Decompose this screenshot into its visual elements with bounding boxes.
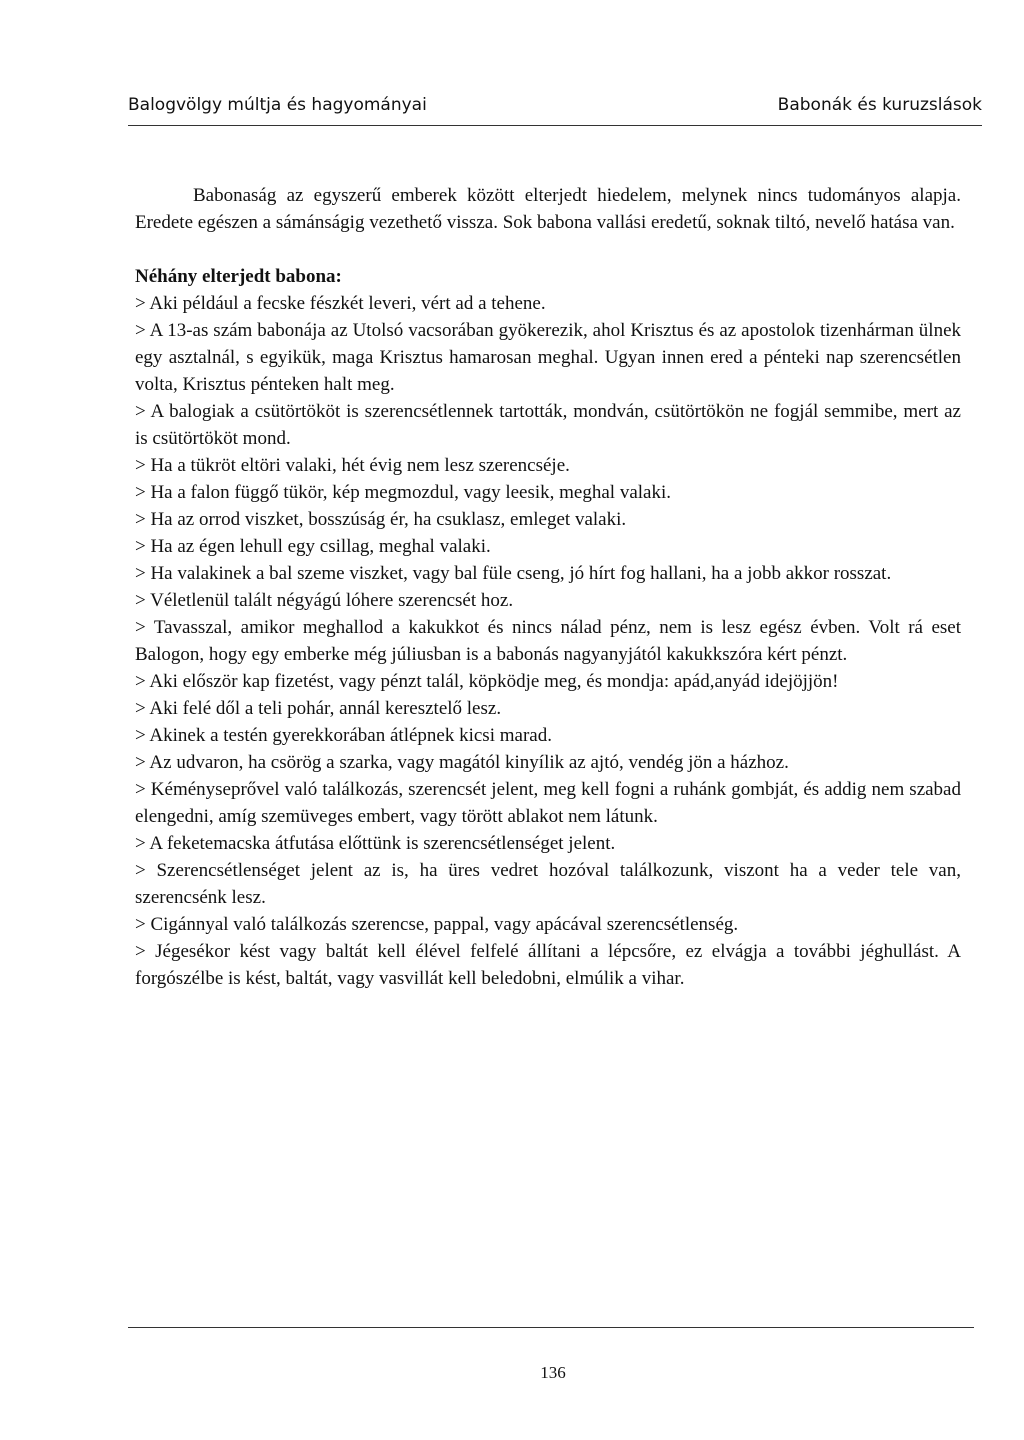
book-title: Balogvölgy múltja és hagyományai	[128, 95, 427, 115]
superstition-item: > Ha az orrod viszket, bosszúság ér, ha csuklasz, emleget valaki.	[135, 509, 627, 530]
superstition-item: > Jégesékor kést vagy baltát kell élével felfelé állítani a lépcsőre, ez elvágja a további jéghullást. A forgószélbe is kést, baltát, vagy vasvillát kell beledobni, elmúlik a vihar.	[135, 941, 961, 989]
superstition-item: > Véletlenül talált négyágú lóhere szerencsét hoz.	[135, 590, 514, 611]
superstition-item: > Aki először kap fizetést, vagy pénzt talál, köpködje meg, és mondja: apád,anyád idejöjjön!	[135, 671, 839, 692]
superstition-item: > Aki felé dől a teli pohár, annál keresztelő lesz.	[135, 698, 502, 719]
page-body	[135, 182, 961, 992]
chapter-title: Babonák és kuruzslások	[777, 95, 982, 115]
superstition-item: > Szerencsétlenséget jelent az is, ha üres vedret hozóval találkozunk, viszont ha a veder tele van, szerencsénk lesz.	[135, 860, 961, 908]
superstition-item: > Ha az égen lehull egy csillag, meghal valaki.	[135, 536, 491, 557]
running-header	[128, 94, 982, 124]
superstition-item: > Akinek a testén gyerekkorában átlépnek kicsi marad.	[135, 725, 552, 746]
superstition-item: > Kéményseprővel való találkozás, szerencsét jelent, meg kell fogni a ruhánk gombját, és addig nem szabad elengedni, amíg szemüveges embert, vagy törött ablakot nem látunk.	[135, 779, 961, 827]
section-heading: Néhány elterjedt babona:	[135, 266, 342, 287]
superstition-item: > Ha a falon függő tükör, kép megmozdul, vagy leesik, meghal valaki.	[135, 482, 671, 503]
header-rule	[128, 125, 982, 126]
intro-paragraph: Babonaság az egyszerű emberek között elterjedt hiedelem, melynek nincs tudományos alapja. Eredete egészen a sámánságig vezethető vissza. Sok babona vallási eredetű, soknak tiltó, nevelő hatása van.	[135, 185, 961, 233]
superstition-item: > Ha valakinek a bal szeme viszket, vagy bal füle cseng, jó hírt fog hallani, ha a jobb akkor rosszat.	[135, 563, 892, 584]
superstition-item: > Az udvaron, ha csörög a szarka, vagy magától kinyílik az ajtó, vendég jön a házhoz.	[135, 752, 789, 773]
superstition-item: > A 13-as szám babonája az Utolsó vacsorában gyökerezik, ahol Krisztus és az apostolok tizenhárman ülnek egy asztalnál, s egyikük, maga Krisztus hamarosan meghal. Ugyan innen ered a pénteki nap szerencsétlen volta, Krisztus pénteken halt meg.	[135, 320, 961, 395]
footer-rule	[128, 1327, 974, 1328]
superstition-item: > Ha a tükröt eltöri valaki, hét évig nem lesz szerencséje.	[135, 455, 570, 476]
superstition-item: > Aki például a fecske fészkét leveri, vért ad a tehene.	[135, 293, 546, 314]
superstition-item: > A feketemacska átfutása előttünk is szerencsétlenséget jelent.	[135, 833, 616, 854]
superstition-item: > Cigánnyal való találkozás szerencse, pappal, vagy apácával szerencsétlenség.	[135, 914, 739, 935]
page-number: 136	[540, 1363, 566, 1382]
superstition-item: > Tavasszal, amikor meghallod a kakukkot és nincs nálad pénz, nem is lesz egész évben. Volt rá eset Balogon, hogy egy emberke még júliusban is a babonás nagyanyjától kakukkszóra kért pénzt.	[135, 617, 961, 665]
superstition-item: > A balogiak a csütörtököt is szerencsétlennek tartották, mondván, csütörtökön ne fogjál semmibe, mert az is csütörtököt mond.	[135, 401, 961, 449]
